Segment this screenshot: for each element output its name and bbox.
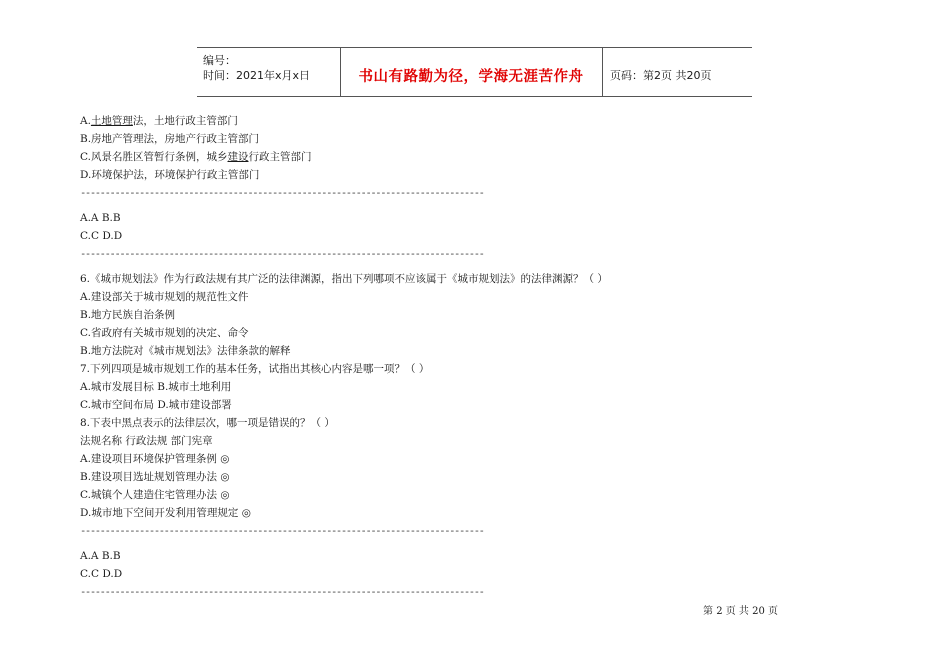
answer-line: C.C D.D <box>80 568 123 580</box>
question-6-stem: 6.《城市规划法》作为行政法规有其广泛的法律渊源，指出下列哪项不应该属于《城市规划法》的法律渊源？（ ） <box>80 273 608 285</box>
q6-option-a: A.建设部关于城市规划的规范性文件 <box>80 291 249 303</box>
header-page-cell <box>602 48 752 96</box>
page-info: 页码：第2页 共20页 <box>610 69 712 82</box>
q6-option-b: B.地方民族自治条例 <box>80 309 176 321</box>
header-meta-cell <box>197 48 341 96</box>
dashed-separator: ---------------------------------------------------------------------------------- <box>80 586 484 598</box>
answer-line: A.A B.B <box>80 550 121 562</box>
option-text: 法，土地行政主管部门 <box>132 115 238 127</box>
q6-option-c: C.省政府有关城市规划的决定、命令 <box>80 327 249 339</box>
q8-table-header: 法规名称 行政法规 部门宪章 <box>80 435 213 447</box>
q7-options-ab: A.城市发展目标 B.城市土地利用 <box>80 381 232 393</box>
option-d: D.环境保护法，环境保护行政主管部门 <box>80 169 260 181</box>
number-label: 编号： <box>203 54 236 67</box>
question-8-stem: 8.下表中黑点表示的法律层次，哪一项是错误的？（ ） <box>80 417 335 429</box>
option-c <box>80 148 500 166</box>
option-text: C.风景名胜区管暂行条例，城乡 <box>80 151 228 163</box>
dashed-separator: ---------------------------------------------------------------------------------- <box>80 248 484 260</box>
option-text: 行政主管部门 <box>248 151 312 163</box>
option-a <box>80 112 500 130</box>
document-body <box>80 112 608 601</box>
answer-line: C.C D.D <box>80 230 123 242</box>
header-motto-cell <box>340 48 603 96</box>
question-7-stem: 7.下列四项是城市规划工作的基本任务，试指出其核心内容是哪一项？（ ） <box>80 363 430 375</box>
answer-line: A.A B.B <box>80 212 121 224</box>
page-footer: 第 2 页 共 20 页 <box>703 606 778 617</box>
q8-option-b: B.建设项目选址规划管理办法 ◎ <box>80 471 230 483</box>
q8-option-c: C.城镇个人建造住宅管理办法 ◎ <box>80 489 230 501</box>
q8-option-d: D.城市地下空间开发利用管理规定 ◎ <box>80 507 251 519</box>
q6-option-d: B.地方法院对《城市规划法》法律条款的解释 <box>80 345 291 357</box>
motto-text: 书山有路勤为径，学海无涯苦作舟 <box>358 69 584 85</box>
option-prefix: A. <box>80 115 91 127</box>
dashed-separator: ---------------------------------------------------------------------------------- <box>80 525 484 537</box>
option-b: B.房地产管理法，房地产行政主管部门 <box>80 133 260 145</box>
q7-options-cd: C.城市空间布局 D.城市建设部署 <box>80 399 232 411</box>
underlined-term: 建设 <box>227 151 249 163</box>
q8-option-a: A.建设项目环境保护管理条例 ◎ <box>80 453 230 465</box>
page-header <box>197 47 752 97</box>
underlined-term: 土地管理 <box>90 115 133 127</box>
dashed-separator: ---------------------------------------------------------------------------------- <box>80 187 484 199</box>
time-label: 时间：2021年x月x日 <box>203 69 311 82</box>
